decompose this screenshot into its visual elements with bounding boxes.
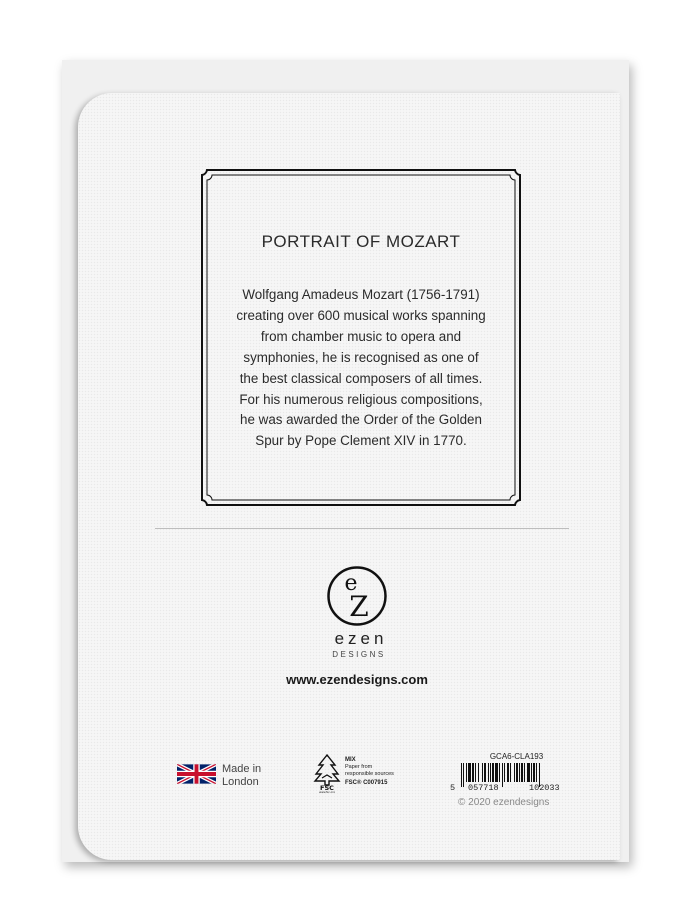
copyright-notice: © 2020 ezendesigns <box>458 797 550 808</box>
barcode-bar <box>488 763 489 782</box>
description-line: Spur by Pope Clement XIV in 1770. <box>255 433 467 449</box>
brand-subtitle: DESIGNS <box>332 650 386 659</box>
fsc-mix: MIX <box>345 757 356 763</box>
barcode-bar <box>499 763 500 782</box>
brand-name: ezen <box>334 629 388 648</box>
barcode-bar <box>507 763 509 782</box>
barcode-bar <box>472 763 474 782</box>
barcode-bar <box>478 763 479 782</box>
barcode-bar <box>521 763 523 782</box>
description-line: creating over 600 musical works spanning <box>236 307 486 323</box>
description-line: he was awarded the Order of the Golden <box>240 412 482 428</box>
fsc-code: FSC® C007915 <box>345 780 388 786</box>
fsc-tree-icon <box>313 753 341 793</box>
barcode-bar <box>484 763 486 782</box>
barcode-bar <box>468 763 471 782</box>
barcode-bar <box>482 763 483 782</box>
barcode-bar <box>519 763 520 782</box>
barcode-bar <box>502 763 503 787</box>
made-in-london <box>222 763 282 789</box>
barcode-digits-left: 057718 <box>468 783 499 793</box>
description-line: from chamber music to opera and <box>260 328 462 344</box>
divider <box>155 528 569 529</box>
barcode-bar <box>510 763 511 782</box>
fsc-site: www.fsc.org <box>319 791 335 793</box>
barcode-bar <box>466 763 467 782</box>
barcode-bar <box>463 763 464 787</box>
barcode-bar <box>536 763 537 782</box>
barcode-bar <box>504 763 505 782</box>
barcode-bar <box>527 763 530 782</box>
barcode-bar <box>514 763 515 782</box>
card-title: PORTRAIT OF MOZART <box>261 232 461 251</box>
barcode-bar <box>531 763 532 782</box>
fsc-line2: responsible sources <box>345 771 394 777</box>
barcode-digit-lead: 5 <box>450 783 456 793</box>
made-in-city: London <box>222 776 259 788</box>
description-line: For his numerous religious compositions, <box>239 391 483 407</box>
barcode-bar <box>461 763 462 787</box>
barcode-bar <box>516 763 518 782</box>
barcode-digits-right: 102033 <box>529 783 560 793</box>
ezen-logo-icon <box>327 566 387 626</box>
product-code: GCA6-CLA193 <box>489 752 544 761</box>
made-in-label: Made in <box>222 763 262 775</box>
card-description <box>206 285 516 452</box>
barcode-bar <box>524 763 525 782</box>
website-url[interactable]: www.ezendesigns.com <box>286 672 428 687</box>
barcode-bar <box>495 763 498 782</box>
barcode-bar <box>490 763 491 782</box>
description-line: the best classical composers of all times. <box>239 370 483 386</box>
fsc-label: FSC <box>320 784 334 792</box>
barcode-bar <box>492 763 494 782</box>
union-jack-flag-icon <box>177 762 216 786</box>
fsc-statement <box>345 757 415 787</box>
svg-text:Z: Z <box>349 590 369 623</box>
fsc-line1: Paper from <box>345 764 373 770</box>
barcode-bar <box>475 763 476 782</box>
description-line: Wolfgang Amadeus Mozart (1756-1791) <box>242 287 480 302</box>
svg-text:e: e <box>344 571 358 596</box>
barcode-bar <box>533 763 535 782</box>
description-line: symphonies, he is recognised as one of <box>243 349 479 365</box>
